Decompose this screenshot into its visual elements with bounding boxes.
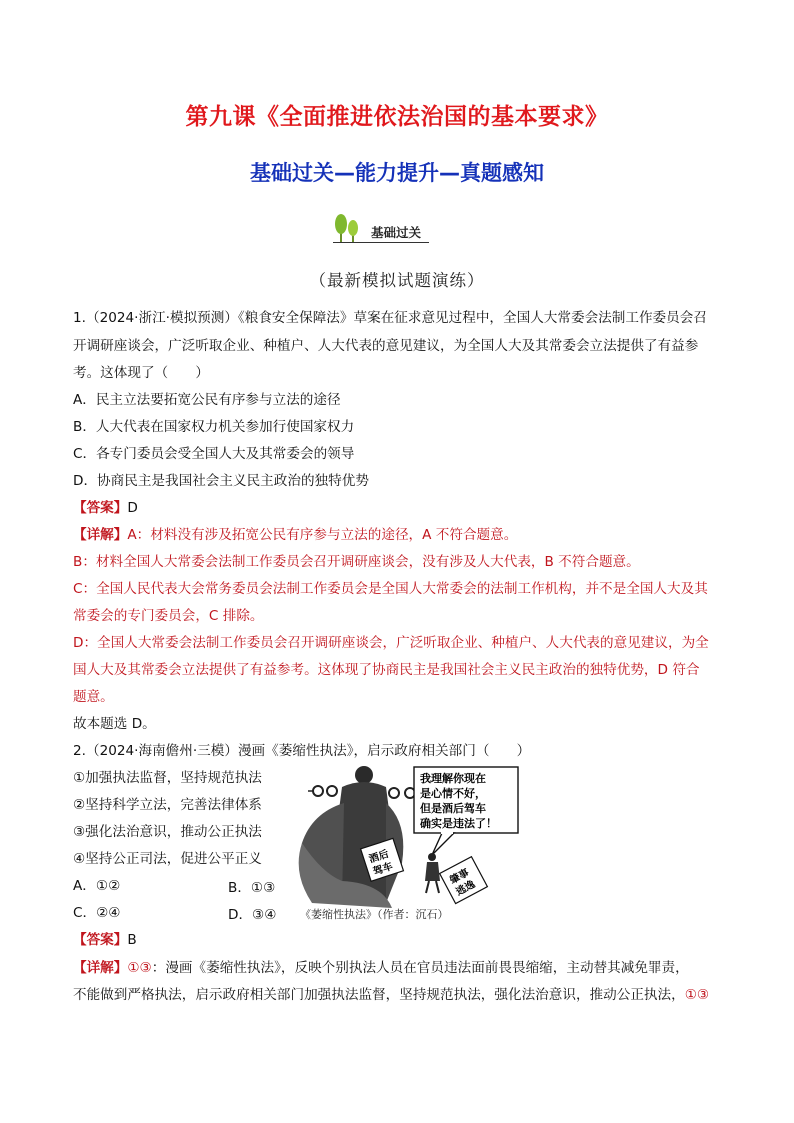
q2-detail-tag: 【详解】 <box>73 960 128 976</box>
bubble-line-2: 是心情不好， <box>420 787 486 800</box>
official-figure <box>299 766 422 908</box>
section-heading: （最新模拟试题演练） <box>309 271 485 290</box>
q1-answer-tag: 【答案】 <box>73 500 128 516</box>
sign2-line-1: 肇事 <box>448 867 472 887</box>
q1-option-b: B．人大代表在国家权力机关参加行使国家权力 <box>73 419 355 435</box>
bubble-line-4: 确实是违法了！ <box>420 817 497 830</box>
bubble-line-1: 我理解你现在 <box>420 772 486 785</box>
bubble-line-3: 但是酒后驾车 <box>420 802 486 815</box>
q2-detail-mark: ①③ <box>127 960 152 976</box>
q1-option-c: C．各专门委员会受全国人大及其常委会的领导 <box>73 446 355 462</box>
cartoon-caption: 《萎缩性执法》（作者：沉石） <box>300 908 449 921</box>
sign-hit-and-run <box>440 857 488 904</box>
page-subtitle: 基础过关—能力提升—真题感知 <box>250 161 544 185</box>
q2-answer-tag: 【答案】 <box>73 932 128 948</box>
q1-option-d: D．协商民主是我国社会主义民主政治的独特优势 <box>73 473 369 489</box>
tree-icon <box>333 212 367 246</box>
q2-statement-1: ①加强执法监督，坚持规范执法 <box>73 770 262 786</box>
q1-answer-value: D <box>127 500 138 516</box>
q2-detail-line-2-text: 不能做到严格执法，启示政府相关部门加强执法监督，坚持规范执法，强化法治意识，推动公正执法， <box>73 987 685 1003</box>
q1-stem-line-1: 1.（2024·浙江·模拟预测）《粮食安全保障法》草案在征求意见过程中，全国人大常委会法制工作委员会召 <box>73 310 707 326</box>
sign1-line-1: 酒后 <box>367 848 391 866</box>
q1-stem-line-2: 开调研座谈会，广泛听取企业、种植户、人大代表的意见建议，为全国人大及其常委会立法提供了有益参 <box>73 338 699 354</box>
q2-statement-2: ②坚持科学立法，完善法律体系 <box>73 797 262 813</box>
q2-option-b: B．①③ <box>228 880 276 896</box>
q2-statement-3: ③强化法治意识，推动公正执法 <box>73 824 262 840</box>
q1-detail-tag: 【详解】 <box>73 527 128 543</box>
q2-option-a: A．①② <box>73 878 121 894</box>
sign2-line-2: 逃逸 <box>454 879 478 899</box>
q1-detail-c-line-2: 常委会的专门委员会，C 排除。 <box>73 608 264 624</box>
q2-answer <box>73 930 137 950</box>
q2-answer-value: B <box>127 932 137 948</box>
page-title: 第九课《全面推进依法治国的基本要求》 <box>185 104 609 130</box>
q1-option-a: A．民主立法要拓宽公民有序参与立法的途径 <box>73 392 341 408</box>
q2-detail-line-1-text: ：漫画《萎缩性执法》，反映个别执法人员在官员违法面前畏畏缩缩，主动替其减免罪责， <box>151 960 689 976</box>
q1-detail-d-line-3: 题意。 <box>73 689 114 705</box>
q1-conclusion: 故本题选 D。 <box>73 716 156 732</box>
section-badge <box>333 212 429 246</box>
q2-detail-line-2-mark: ①③ <box>684 987 710 1003</box>
q1-detail-d-line-1: D：全国人大常委会法制工作委员会召开调研座谈会，广泛听取企业、种植户、人大代表的意见建议，为全 <box>73 635 709 651</box>
q1-detail-a <box>73 525 517 545</box>
q2-option-c: C．②④ <box>73 905 121 921</box>
q2-option-d: D．③④ <box>228 907 277 923</box>
q1-detail-d-line-2: 国人大及其常委会立法提供了有益参考。这体现了协商民主是我国社会主义民主政治的独特优势，D 符合 <box>73 662 700 678</box>
q1-detail-a-text: A：材料没有涉及拓宽公民有序参与立法的途径，A 不符合题意。 <box>127 527 518 543</box>
badge-label: 基础过关 <box>371 225 422 240</box>
q2-stem: 2.（2024·海南儋州·三模）漫画《萎缩性执法》，启示政府相关部门（ ） <box>73 743 531 759</box>
q2-detail-line-2 <box>73 985 709 1005</box>
cartoon-illustration <box>282 763 522 923</box>
q1-detail-b: B：材料全国人大常委会法制工作委员会召开调研座谈会，没有涉及人大代表，B 不符合题意。 <box>73 554 640 570</box>
q1-answer <box>73 498 138 518</box>
q2-statement-4: ④坚持公正司法，促进公平正义 <box>73 851 262 867</box>
sign1-line-2: 驾车 <box>371 861 395 878</box>
badge-underline <box>333 242 429 243</box>
speech-bubble <box>414 767 518 855</box>
q1-detail-c-line-1: C：全国人民代表大会常务委员会法制工作委员会是全国人大常委会的法制工作机构，并不是全国人大及其 <box>73 581 708 597</box>
small-officer-figure <box>425 853 440 893</box>
q1-stem-line-3: 考。这体现了（ ） <box>73 365 209 381</box>
q2-detail-line-1 <box>73 958 689 978</box>
